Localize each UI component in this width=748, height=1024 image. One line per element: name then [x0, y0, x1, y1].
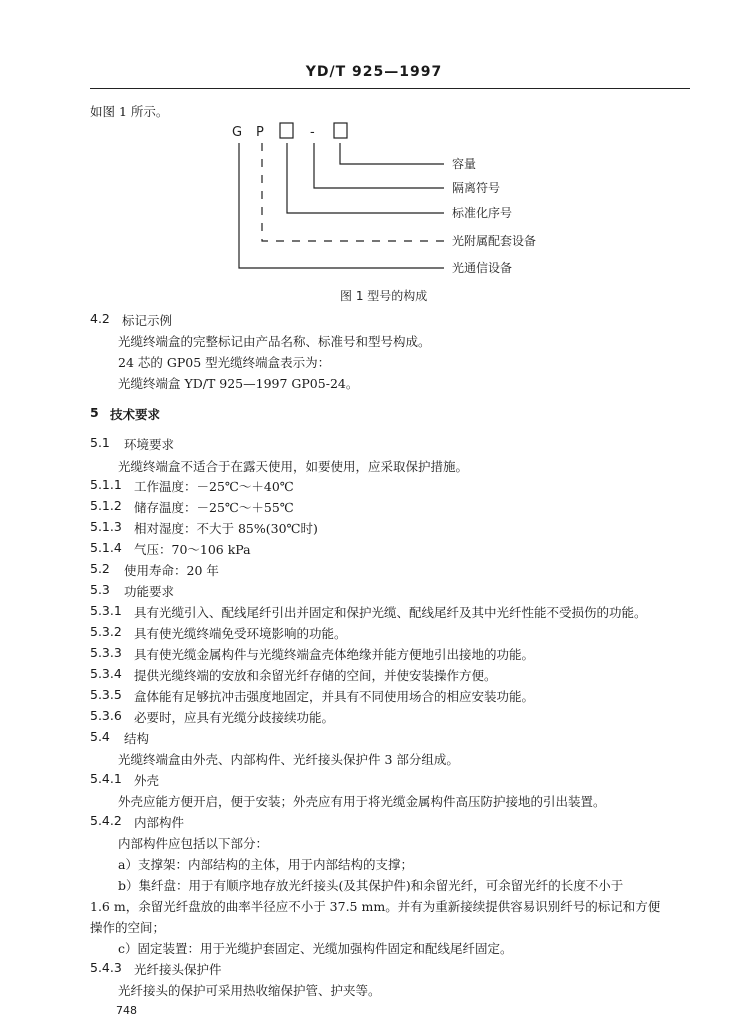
- intro-text: 如图 1 所示。: [90, 104, 169, 119]
- code-box-1: [280, 123, 293, 138]
- paragraph-line: c）固定装置：用于光缆护套固定、光缆加强构件固定和配线尾纤固定。: [118, 941, 513, 956]
- page-number: 748: [116, 1004, 137, 1017]
- section-number: 5.4: [90, 729, 110, 744]
- section-title: 具有使光缆金属构件与光缆终端盒壳体绝缘并能方便地引出接地的功能。: [134, 647, 535, 662]
- section-number: 5.1.1: [90, 477, 122, 492]
- section-number: 5.1.3: [90, 519, 122, 534]
- paragraph-line: 24 芯的 GP05 型光缆终端盒表示为：: [118, 355, 331, 370]
- section-number: 5.4.2: [90, 813, 122, 828]
- paragraph-line: 光缆终端盒由外壳、内部构件、光纤接头保护件 3 部分组成。: [118, 752, 459, 767]
- section-title: 必要时，应具有光缆分歧接续功能。: [134, 710, 335, 725]
- paragraph-line: 1.6 m，余留光纤盘放的曲率半径应不小于 37.5 mm。并有为重新接续提供容易识别纤号的标记和方便: [90, 899, 661, 914]
- section-title: 具有使光缆终端免受环境影响的功能。: [134, 626, 347, 641]
- code-box-2: [334, 123, 347, 138]
- code-letter-g: G: [232, 125, 243, 140]
- section-number: 5.1.4: [90, 540, 122, 555]
- figure-caption: 图 1 型号的构成: [340, 289, 428, 303]
- section-title: 相对湿度：不大于 85%(30℃时): [134, 521, 318, 536]
- paragraph-line: 操作的空间；: [90, 920, 166, 935]
- paragraph-line: 光缆终端盒不适合于在露天使用，如要使用，应采取保护措施。: [118, 459, 469, 474]
- page-header: YD/T 925—1997: [305, 64, 443, 80]
- paragraph-line: a）支撑架：内部结构的主体，用于内部结构的支撑；: [118, 857, 413, 872]
- section-number: 5.3.4: [90, 666, 122, 681]
- section-number: 5.4.3: [90, 960, 122, 975]
- section-number: 5.3.5: [90, 687, 122, 702]
- label-capacity: 容量: [452, 157, 477, 171]
- paragraph-line: 光缆终端盒 YD/T 925—1997 GP05-24。: [118, 376, 359, 391]
- label-communication-equipment: 光通信设备: [452, 261, 513, 275]
- section-number: 5: [90, 405, 99, 420]
- label-isolation-symbol: 隔离符号: [452, 181, 501, 195]
- code-separator: -: [310, 125, 315, 140]
- paragraph-line: 内部构件应包括以下部分：: [118, 836, 269, 851]
- section-title: 功能要求: [124, 584, 175, 599]
- section-number: 5.2: [90, 561, 110, 576]
- section-title: 使用寿命：20 年: [124, 563, 219, 578]
- code-letter-p: P: [256, 125, 264, 140]
- section-number: 5.3.2: [90, 624, 122, 639]
- label-auxiliary-equipment: 光附属配套设备: [452, 234, 537, 248]
- section-title: 储存温度：－25℃～＋55℃: [134, 500, 294, 515]
- section-number: 5.4.1: [90, 771, 122, 786]
- section-title: 光纤接头保护件: [134, 962, 222, 977]
- section-number: 5.3.1: [90, 603, 122, 618]
- section-title: 结构: [124, 731, 150, 746]
- section-title: 技术要求: [110, 407, 161, 422]
- section-title: 提供光缆终端的安放和余留光纤存储的空间，并使安装操作方便。: [134, 668, 497, 683]
- section-title: 盒体能有足够抗冲击强度地固定，并具有不同使用场合的相应安装功能。: [134, 689, 535, 704]
- paragraph-line: 外壳应能方便开启，便于安装；外壳应有用于将光缆金属构件高压防护接地的引出装置。: [118, 794, 606, 809]
- section-title: 环境要求: [124, 437, 175, 452]
- paragraph-line: 光缆终端盒的完整标记由产品名称、标准号和型号构成。: [118, 334, 431, 349]
- section-number: 5.1: [90, 435, 110, 450]
- label-serial-number: 标准化序号: [452, 206, 513, 220]
- section-number: 5.1.2: [90, 498, 122, 513]
- section-number: 4.2: [90, 311, 110, 326]
- paragraph-line: 光纤接头的保护可采用热收缩保护管、护夹等。: [118, 983, 381, 998]
- header-rule: [90, 88, 690, 89]
- section-number: 5.3.6: [90, 708, 122, 723]
- section-number: 5.3: [90, 582, 110, 597]
- section-title: 具有光缆引入、配线尾纤引出并固定和保护光缆、配线尾纤及其中光纤性能不受损伤的功能。: [134, 605, 647, 620]
- section-title: 气压：70～106 kPa: [134, 542, 251, 557]
- section-title: 工作温度：－25℃～＋40℃: [134, 479, 294, 494]
- section-title: 外壳: [134, 773, 160, 788]
- section-number: 5.3.3: [90, 645, 122, 660]
- model-structure-figure: [0, 118, 748, 308]
- section-title: 标记示例: [122, 313, 173, 328]
- paragraph-line: b）集纤盘：用于有顺序地存放光纤接头(及其保护件)和余留光纤，可余留光纤的长度不小于: [118, 878, 624, 893]
- section-title: 内部构件: [134, 815, 185, 830]
